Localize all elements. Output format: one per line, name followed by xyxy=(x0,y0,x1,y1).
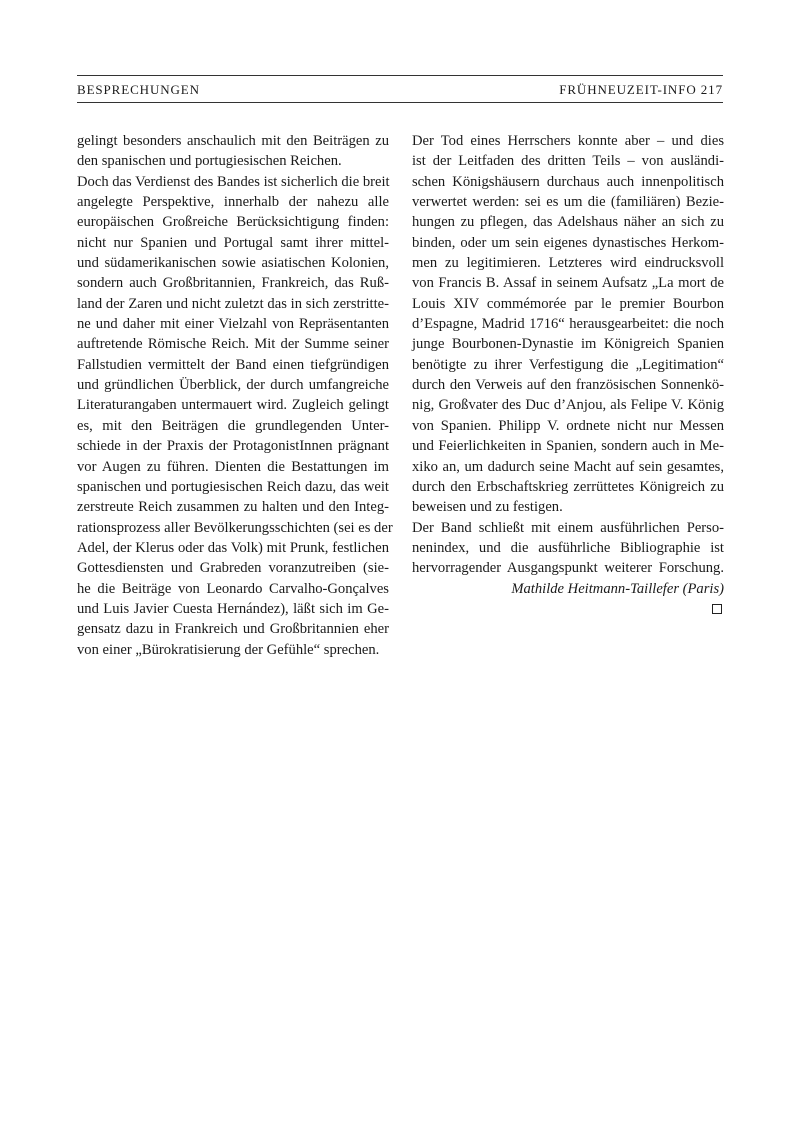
text-line: he die Beiträge von Leonardo Carvalho-Gonçalves xyxy=(77,580,389,597)
text-line: men zu legitimieren. Letzteres wird eindrucksvoll xyxy=(412,255,724,272)
text-line: Der Tod eines Herrschers konnte aber – und dies xyxy=(412,133,724,149)
text-line: zerstreute Reich zusammen zu halten und den Integ- xyxy=(77,499,389,516)
text-line: es, mit den Beiträgen die grundlegenden Unter- xyxy=(77,417,389,434)
text-line: sondern auch Großbritannien, Frankreich, das Ruß- xyxy=(77,275,389,292)
text-line: Louis XIV commémorée par le premier Bourbon xyxy=(412,295,724,312)
text-line: europäischen Großreiche Berücksichtigung finden: xyxy=(77,214,389,231)
text-line: Literaturangaben untermauert wird. Zugleich gelingt xyxy=(77,397,389,414)
text-line: d’Espagne, Madrid 1716“ herausgearbeitet: die noch xyxy=(412,316,724,333)
text-line: durch den Erbschaftskrieg zerrüttetes Königreich zu xyxy=(412,478,724,495)
text-line: land der Zaren und nicht zuletzt das in sich zerstritte- xyxy=(77,295,389,312)
text-line: ist der Leitfaden des dritten Teils – von ausländi- xyxy=(412,153,724,170)
text-line: angelegte Perspektive, innerhalb der nahezu alle xyxy=(77,194,389,211)
text-line: nicht nur Spanien und Portugal samt ihrer mittel- xyxy=(77,234,389,251)
end-of-article-square-icon xyxy=(712,604,722,614)
text-line: Doch das Verdienst des Bandes ist sicherlich die breit xyxy=(77,173,390,190)
text-line: nig, Großvater des Duc d’Anjou, als Felipe V. König xyxy=(412,397,724,414)
text-line: Adel, der Klerus oder das Volk) mit Prunk, festlichen xyxy=(77,539,389,556)
text-line: auftretende Römische Reich. Mit der Summe seiner xyxy=(77,336,389,353)
text-line: hungen zu pflegen, das Adelshaus näher an sich zu xyxy=(412,214,724,231)
text-line: binden, oder um sein eigenes dynastisches Herkom- xyxy=(412,234,724,251)
text-line: beweisen und zu festigen. xyxy=(412,499,563,516)
text-line: Fallstudien vermittelt der Band einen tiefgründigen xyxy=(77,356,389,373)
text-line: den spanischen und portugiesischen Reichen. xyxy=(77,153,342,170)
text-line: gensatz dazu in Frankreich und Großbritannien eher xyxy=(77,621,389,638)
section-title: BESPRECHUNGEN xyxy=(77,82,200,97)
text-line: benötigte zu ihrer Verfestigung die „Legitimation“ xyxy=(412,356,724,373)
text-line: junge Bourbonen-Dynastie im Königreich Spanien xyxy=(412,336,724,353)
text-line: verwertet werden: sei es um die (familiären) Bezie- xyxy=(412,194,724,211)
text-line: spanischen und portugiesischen Reich dazu, das weit xyxy=(77,478,389,495)
text-line: schen Königshäusern durchaus auch innenpolitisch xyxy=(412,173,724,190)
text-line: gelingt besonders anschaulich mit den Beiträgen zu xyxy=(77,133,389,149)
text-line: und Feierlichkeiten in Spanien, sondern auch in Me- xyxy=(412,438,724,455)
review-author-signature: Mathilde Heitmann-Taillefer (Paris) xyxy=(511,580,724,597)
text-line: hervorragender Ausgangspunkt weiterer Forschung. xyxy=(412,560,724,577)
text-line: Der Band schließt mit einem ausführlichen Perso- xyxy=(412,519,724,536)
left-text-column xyxy=(77,131,393,660)
text-line: von einer „Bürokratisierung der Gefühle“ sprechen. xyxy=(77,641,380,658)
text-line: nenindex, und die ausführliche Bibliographie ist xyxy=(412,539,724,556)
text-line: schiede in der Praxis der ProtagonistInnen prägnant xyxy=(77,438,389,455)
text-line: von Spanien. Philipp V. ordnete nicht nur Messen xyxy=(412,417,724,434)
text-line: durch den Verweis auf den französischen Sonnenkö- xyxy=(412,377,724,394)
text-line: und südamerikanischen sowie asiatischen Kolonien, xyxy=(77,255,389,272)
text-line: vor Augen zu führen. Dienten die Bestattungen im xyxy=(77,458,389,475)
text-line: rationsprozess aller Bevölkerungsschichten (sei es der xyxy=(77,519,393,536)
text-line: von Francis B. Assaf in seinem Aufsatz „La mort de xyxy=(412,275,724,292)
text-line: ne und daher mit einer Vielzahl von Repräsentanten xyxy=(77,316,389,333)
text-line: Gottesdiensten und Grabreden voranzutreiben (sie- xyxy=(77,560,389,577)
journal-page-number: FRÜHNEUZEIT-INFO 217 xyxy=(559,82,723,97)
running-header xyxy=(77,75,723,103)
right-text-column xyxy=(412,131,724,599)
text-line: xiko an, um dadurch seine Macht auf sein gesamtes, xyxy=(412,458,724,475)
text-line: und gründlichen Überblick, der durch umfangreiche xyxy=(77,377,389,394)
text-line: und Luis Javier Cuesta Hernández), läßt sich im Ge- xyxy=(77,600,389,617)
